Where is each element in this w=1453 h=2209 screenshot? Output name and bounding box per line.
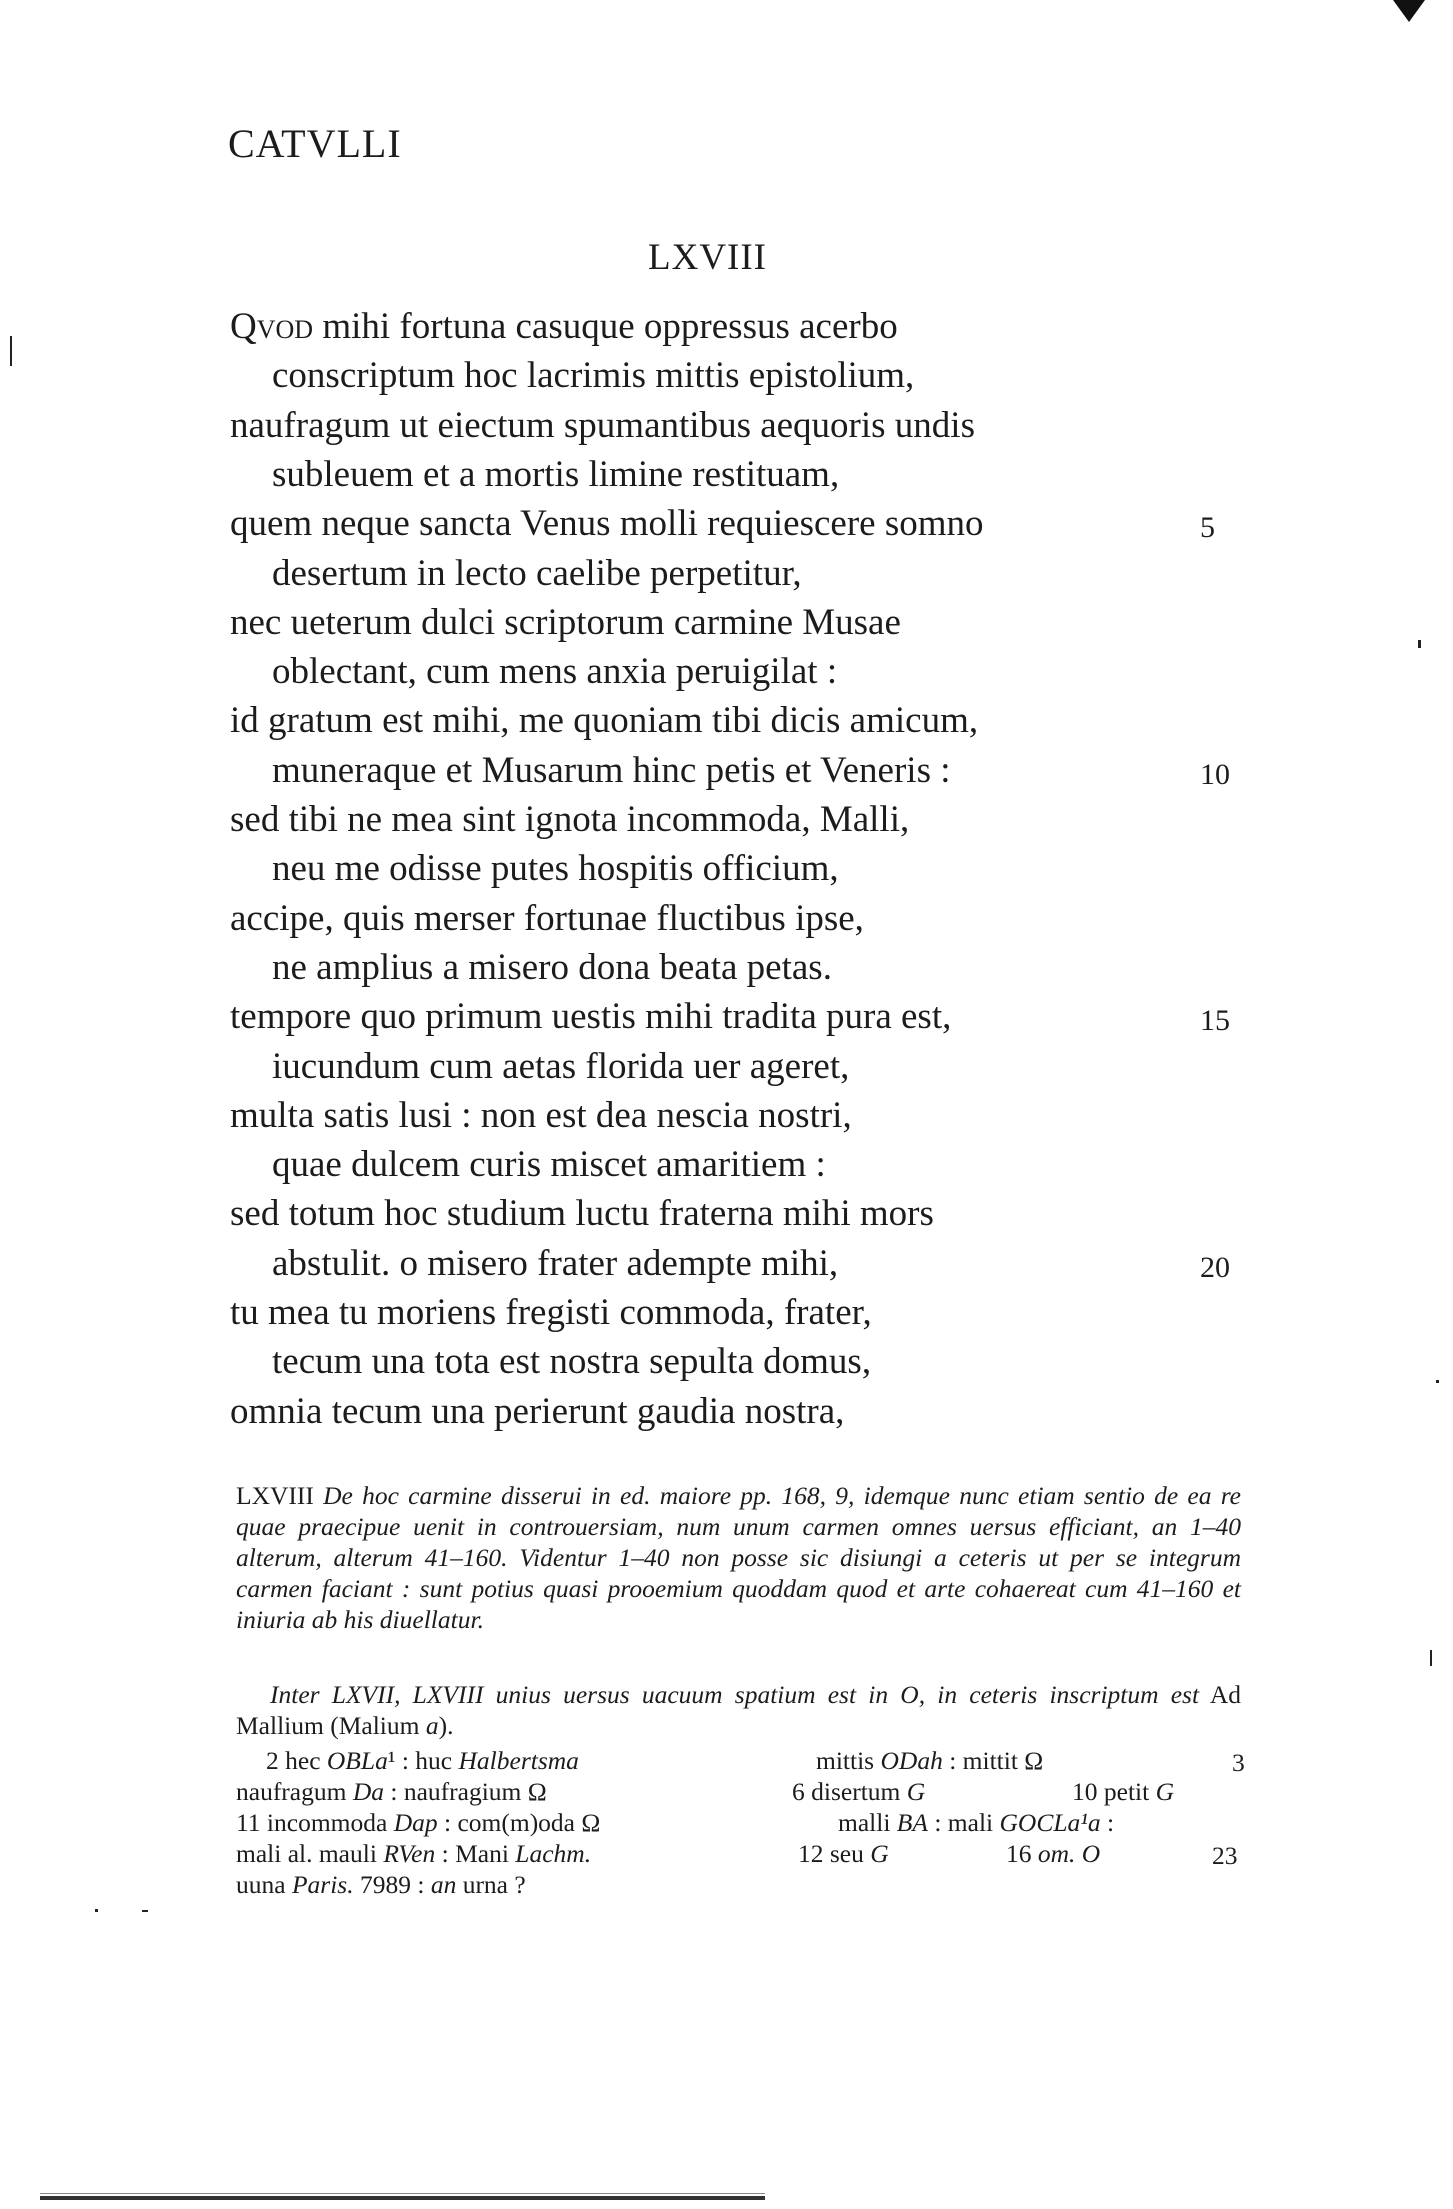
note-lead: LXVIII (236, 1481, 314, 1510)
verse-text: sed tibi ne mea sint ignota incommoda, Malli, (230, 799, 910, 840)
apparatus-r4-c2: 12 seu G (798, 1839, 889, 1868)
verse-text: quem neque sancta Venus molli requiescere somno (230, 503, 984, 545)
verse-text: sed totum hoc studium luctu fraterna mihi mors (230, 1193, 934, 1235)
verse-line (0, 1341, 872, 1383)
verse-line (0, 848, 839, 890)
verse-line (0, 355, 915, 397)
verse-line (0, 651, 838, 693)
note-body: De hoc carmine disserui in ed. maiore pp. 168, 9, idemque nunc etiam sentio de ea re quae praecipue uenit in controuersiam, num unum carmen omnes uersus efficiant, an 1–40 alterum, alterum 41–160. Videntur 1–40 non posse sic disiungi a ceteris ut per se integrum carmen faciant : sunt potius quasi prooemium quoddam quod et arte cohaereat cum 41–160 et iniuria ab his diuellatur. (236, 1481, 1241, 1634)
verse-text: ne amplius a misero dona beata petas. (272, 946, 832, 988)
critical-note-inscription (236, 1679, 1241, 1741)
verse-line (0, 946, 832, 988)
verse-text: mihi fortuna casuque oppressus acerbo (322, 306, 898, 347)
verse-line (0, 749, 951, 791)
verse-line (0, 1193, 934, 1235)
note2-part-b: Ad Mallium (Malium (236, 1680, 1242, 1740)
line-number: 5 (1200, 511, 1215, 545)
verse-text: naufragum ut eiectum spumantibus aequoris undis (230, 404, 975, 446)
verse-text: oblectant, cum mens anxia peruigilat : (272, 651, 838, 693)
speck (1436, 1380, 1439, 1383)
speck (1418, 640, 1421, 648)
speck (142, 1910, 148, 1912)
note2-part-a: Inter LXVII, LXVIII unius uersus uacuum spatium est in O, in ceteris inscriptum est (270, 1680, 1200, 1709)
apparatus-r5-c1: uuna Paris. 7989 : an urna ? (236, 1870, 526, 1899)
verse-line (0, 700, 979, 742)
verse-text: tecum una tota est nostra sepulta domus, (272, 1341, 872, 1383)
line-number: 20 (1200, 1250, 1230, 1284)
verse-line (0, 1094, 852, 1136)
line-number: 10 (1200, 757, 1230, 791)
verse-line (0, 1294, 872, 1331)
verse-line (0, 503, 984, 545)
verse-text: desertum in lecto caelibe perpetitur, (272, 552, 802, 594)
verse-line (0, 897, 864, 939)
apparatus-r4-c1: mali al. mauli RVen : Mani Lachm. (236, 1839, 592, 1868)
running-head: CATVLLI (228, 121, 402, 166)
verse-line (0, 1045, 850, 1087)
verse-text: tu mea tu moriens fregisti commoda, frater, (230, 1292, 872, 1333)
poem-title: LXVIII (648, 237, 768, 278)
verse-line (0, 308, 898, 345)
initial-word: Qvod (230, 306, 314, 347)
corner-mark (1393, 0, 1425, 22)
verse-text: tempore quo primum uestis mihi tradita pura est, (230, 996, 952, 1038)
critical-note-intro (236, 1480, 1241, 1635)
apparatus-r4-c4: 23 (1212, 1841, 1238, 1870)
apparatus-r1-c3: 3 (1232, 1748, 1245, 1777)
apparatus-r3-c1: 11 incommoda Dap : com(m)oda Ω (236, 1808, 601, 1837)
apparatus-r2-c2: 6 disertum G (792, 1777, 926, 1806)
verse-line (0, 1390, 845, 1432)
margin-mark (10, 336, 12, 366)
note2-part-c: a (425, 1711, 439, 1740)
verse-line (0, 552, 802, 594)
apparatus-r2-c1: naufragum Da : naufragium Ω (236, 1777, 547, 1806)
verse-text: conscriptum hoc lacrimis mittis epistolium, (272, 355, 915, 397)
verse-line (0, 453, 840, 495)
line-number: 15 (1200, 1004, 1230, 1038)
verse-text: nec ueterum dulci scriptorum carmine Musae (230, 601, 901, 643)
apparatus-r3-c2: malli BA : mali GOCLa¹a : (838, 1808, 1115, 1837)
verse-text: omnia tecum una perierunt gaudia nostra, (230, 1390, 845, 1432)
apparatus-r1-c2: mittis ODah : mittit Ω (816, 1746, 1044, 1775)
verse-text: iucundum cum aetas florida uer ageret, (272, 1045, 850, 1087)
verse-text: muneraque et Musarum hinc petis et Veneris : (272, 749, 951, 791)
bottom-rule-thin (40, 2193, 765, 2194)
verse-line (0, 404, 975, 446)
apparatus-r4-c3: 16 om. O (1006, 1839, 1101, 1868)
verse-text: id gratum est mihi, me quoniam tibi dicis amicum, (230, 700, 979, 742)
verse-line (0, 996, 952, 1038)
speck (1430, 1650, 1432, 1666)
verse-text: subleuem et a mortis limine restituam, (272, 453, 840, 495)
verse-line (0, 601, 901, 643)
verse-line (0, 801, 909, 838)
bottom-rule (40, 2196, 765, 2200)
verse-text: accipe, quis merser fortunae fluctibus ipse, (230, 897, 864, 939)
speck (95, 1909, 98, 1912)
apparatus-r2-c3: 10 petit G (1072, 1777, 1174, 1806)
note2-part-d: ). (438, 1711, 454, 1740)
verse-line (0, 1144, 826, 1186)
verse-text: quae dulcem curis miscet amaritiem : (272, 1144, 826, 1186)
verse-text: abstulit. o misero frater adempte mihi, (272, 1242, 839, 1284)
verse-line (0, 1242, 839, 1284)
verse-text: multa satis lusi : non est dea nescia nostri, (230, 1094, 852, 1136)
verse-text: neu me odisse putes hospitis officium, (272, 848, 839, 890)
apparatus-r1-c1: 2 hec OBLa¹ : huc Halbertsma (266, 1746, 579, 1775)
